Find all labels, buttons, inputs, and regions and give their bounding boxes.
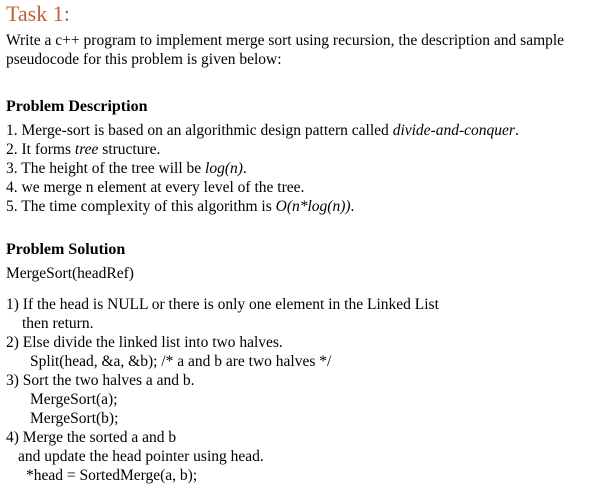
solution-line-5: 3) Sort the two halves a and b. <box>6 372 195 389</box>
solution-line-2: then return. <box>22 315 94 332</box>
description-item-5: 5. The time complexity of this algorithm is O(n*log(n)). <box>6 198 355 215</box>
solution-line-7: MergeSort(b); <box>30 410 119 427</box>
solution-signature: MergeSort(headRef) <box>6 265 134 282</box>
solution-line-1: 1) If the head is NULL or there is only one element in the Linked List <box>6 296 439 313</box>
description-item-4: 4. we merge n element at every level of the tree. <box>6 179 305 196</box>
intro-line-2: pseudocode for this problem is given below: <box>6 51 282 68</box>
intro-line-1: Write a c++ program to implement merge sort using recursion, the description and sample <box>6 32 565 49</box>
solution-heading: Problem Solution <box>6 241 126 258</box>
solution-line-4: Split(head, &a, &b); /* a and b are two halves */ <box>30 353 332 370</box>
solution-line-6: MergeSort(a); <box>30 391 118 408</box>
task-title: Task 1: <box>6 1 70 26</box>
solution-line-3: 2) Else divide the linked list into two halves. <box>6 334 283 351</box>
solution-line-8: 4) Merge the sorted a and b <box>6 429 177 446</box>
description-heading: Problem Description <box>6 98 148 115</box>
description-item-2: 2. It forms tree structure. <box>6 141 161 158</box>
solution-line-10: *head = SortedMerge(a, b); <box>26 467 198 484</box>
solution-line-9: and update the head pointer using head. <box>18 448 264 465</box>
description-item-1: 1. Merge-sort is based on an algorithmic design pattern called divide-and-conquer. <box>6 122 519 139</box>
description-item-3: 3. The height of the tree will be log(n). <box>6 160 247 177</box>
